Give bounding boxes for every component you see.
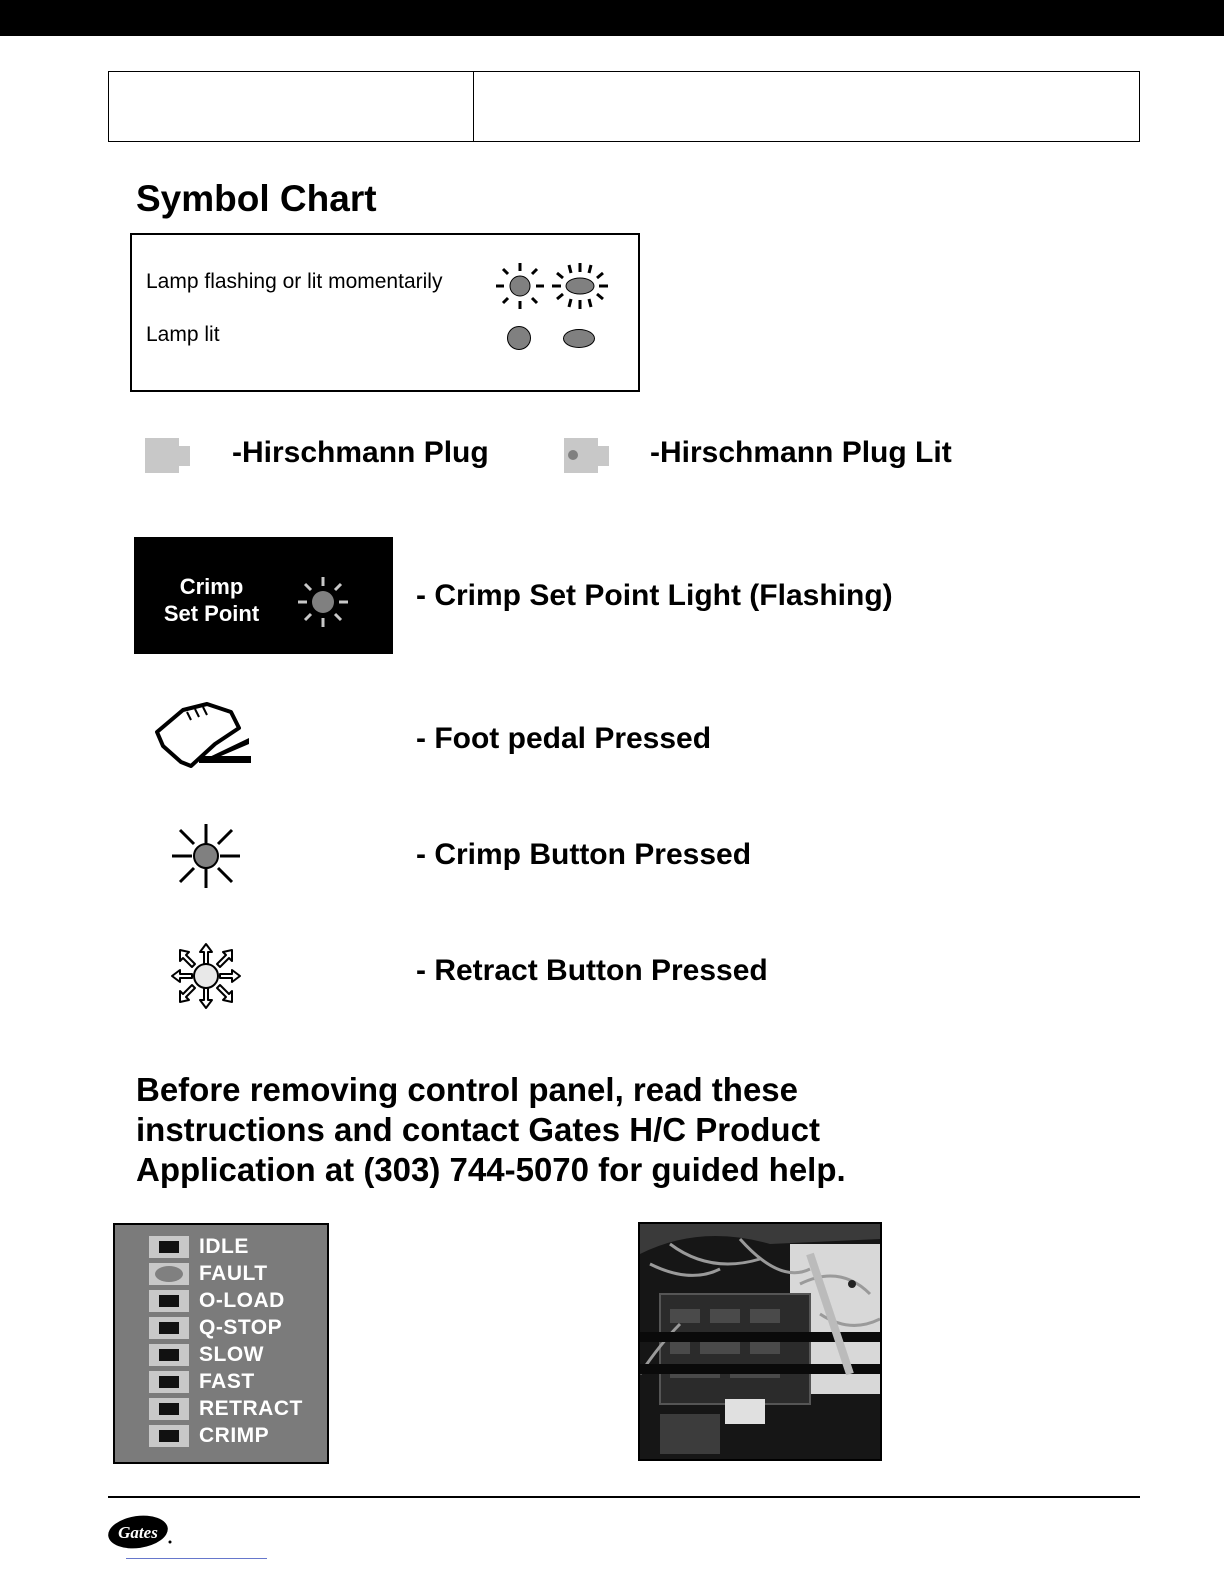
crimp-button-pressed-icon [170, 822, 242, 890]
status-label: Q-STOP [199, 1316, 283, 1339]
crimp-panel-line1: Crimp [179, 574, 244, 599]
status-label: RETRACT [199, 1397, 303, 1420]
retract-button-pressed-icon [170, 942, 242, 1010]
lamp-off-icon [149, 1236, 189, 1258]
status-label: CRIMP [199, 1424, 270, 1447]
lamp-off-icon [149, 1344, 189, 1366]
status-row-crimp [149, 1423, 269, 1449]
status-row-retract [149, 1396, 303, 1422]
hirschmann-plug-lit-label: -Hirschmann Plug Lit [650, 436, 952, 469]
control-board-photo [638, 1222, 882, 1461]
header-table-left-cell [109, 72, 474, 141]
legend-lit-label: Lamp lit [146, 323, 220, 346]
lit-round-lamp-icon [507, 326, 531, 350]
lamp-legend-box [130, 233, 640, 392]
status-label: SLOW [199, 1343, 264, 1366]
lamp-off-icon [149, 1425, 189, 1447]
top-header-band [0, 0, 1224, 36]
hirschmann-plug-lit-icon [562, 436, 612, 474]
crimp-panel-line2: Set Point [163, 601, 260, 626]
status-label: FAULT [199, 1262, 268, 1285]
hirschmann-plug-label: -Hirschmann Plug [232, 436, 489, 469]
lamp-off-icon [149, 1371, 189, 1393]
header-table [108, 71, 1140, 142]
crimp-button-pressed-label: - Crimp Button Pressed [416, 838, 752, 871]
notice-line1: Before removing control panel, read these [136, 1071, 798, 1108]
crimp-set-point-panel [134, 537, 393, 654]
footer-link-underline [126, 1558, 267, 1559]
status-row-idle [149, 1234, 249, 1260]
status-row-o-load [149, 1288, 285, 1314]
crimp-set-point-label: - Crimp Set Point Light (Flashing) [416, 579, 893, 612]
status-label: FAST [199, 1370, 255, 1393]
status-row-fast [149, 1369, 255, 1395]
retract-button-pressed-label: - Retract Button Pressed [416, 954, 768, 987]
notice-line3: Application at (303) 744-5070 for guided help. [136, 1151, 846, 1188]
footer-rule [108, 1496, 1140, 1498]
status-row-q-stop [149, 1315, 282, 1341]
status-label: IDLE [199, 1235, 249, 1258]
gates-logo-icon [106, 1512, 174, 1552]
flashing-oval-lamp-icon [550, 261, 610, 311]
flashing-round-lamp-icon [494, 261, 546, 311]
status-indicator-panel [113, 1223, 329, 1464]
status-row-fault [149, 1261, 268, 1287]
lamp-off-icon [149, 1317, 189, 1339]
notice-line2: instructions and contact Gates H/C Product [136, 1111, 820, 1148]
crimp-set-point-panel-text [154, 573, 269, 627]
foot-pedal-label: - Foot pedal Pressed [416, 722, 712, 755]
control-board-photo-image [640, 1224, 880, 1459]
status-row-slow [149, 1342, 264, 1368]
control-panel-notice [136, 1070, 936, 1190]
hirschmann-plug-icon [143, 436, 193, 474]
gates-logo-text: Gates [118, 1523, 158, 1542]
lamp-lit-icon [149, 1263, 189, 1285]
crimp-set-point-flashing-icon [296, 575, 350, 629]
page-title: Symbol Chart [136, 178, 377, 219]
lamp-off-icon [149, 1290, 189, 1312]
legend-flashing-label: Lamp flashing or lit momentarily [146, 270, 443, 293]
lamp-off-icon [149, 1398, 189, 1420]
lit-oval-lamp-icon [563, 329, 595, 348]
status-label: O-LOAD [199, 1289, 285, 1312]
foot-pedal-icon [153, 700, 253, 770]
